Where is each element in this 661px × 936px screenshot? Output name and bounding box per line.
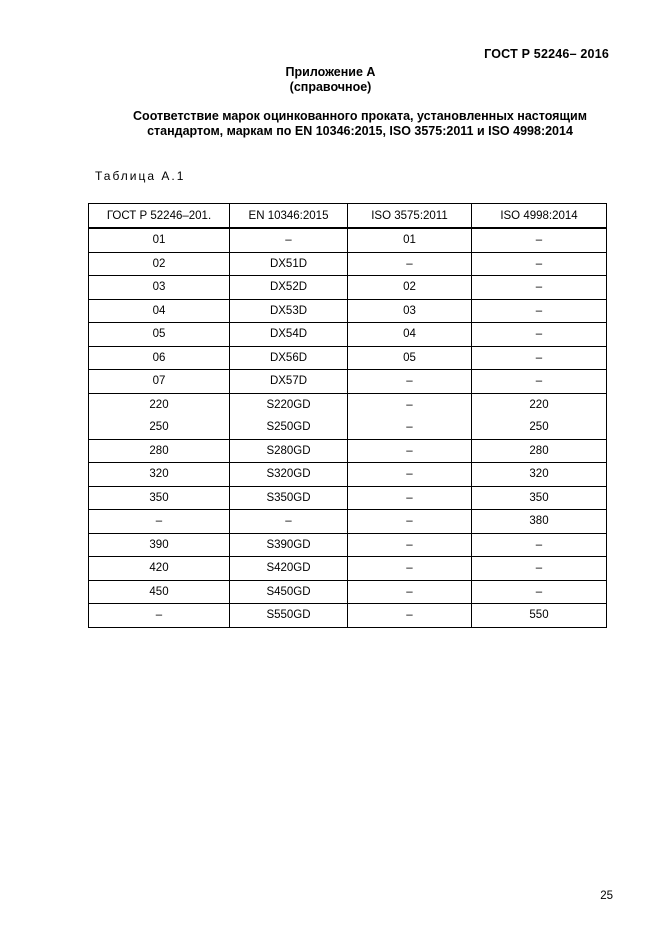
cell-gost: 06 [89,346,230,370]
table-row [89,510,607,534]
cell-iso4998: 350 [472,486,607,510]
cell-iso3575: – [348,252,472,276]
cell-en: DX57D [230,370,348,394]
column-header-iso4998: ISO 4998:2014 [472,204,607,229]
table-row [89,463,607,487]
table-row [89,439,607,463]
cell-en: S420GD [230,557,348,581]
cell-iso4998: – [472,323,607,347]
column-header-gost: ГОСТ Р 52246–201. [89,204,230,229]
table-caption: Таблица А.1 [95,169,186,183]
cell-gost: 250 [89,416,230,439]
cell-iso3575: – [348,557,472,581]
cell-gost: 02 [89,252,230,276]
cell-iso3575: 03 [348,299,472,323]
cell-gost: 03 [89,276,230,300]
page-number: 25 [600,890,613,902]
cell-iso4998: – [472,533,607,557]
appendix-title: Приложение А [285,65,376,79]
cell-gost: 350 [89,486,230,510]
table-row [89,393,607,416]
cell-en: S350GD [230,486,348,510]
cell-iso3575: – [348,370,472,394]
cell-en: DX52D [230,276,348,300]
cell-en: S220GD [230,393,348,416]
cell-iso3575: 01 [348,228,472,252]
cell-iso3575: – [348,463,472,487]
column-header-en: EN 10346:2015 [230,204,348,229]
table-row [89,416,607,439]
cell-iso3575: – [348,533,472,557]
cell-en: DX56D [230,346,348,370]
table-row [89,252,607,276]
cell-gost: – [89,604,230,628]
standard-number: ГОСТ Р 52246– 2016 [484,47,609,61]
grades-correspondence-table [88,203,607,628]
cell-gost: 05 [89,323,230,347]
table-row [89,533,607,557]
cell-gost: 01 [89,228,230,252]
cell-gost: 280 [89,439,230,463]
cell-en: S280GD [230,439,348,463]
cell-en: – [230,510,348,534]
cell-iso4998: – [472,228,607,252]
appendix-kind: (справочное) [289,80,372,94]
table-row [89,276,607,300]
cell-iso3575: – [348,604,472,628]
table-row [89,486,607,510]
cell-gost: 220 [89,393,230,416]
cell-en: S320GD [230,463,348,487]
cell-en: S450GD [230,580,348,604]
cell-gost: 04 [89,299,230,323]
cell-iso4998: – [472,252,607,276]
table-row [89,323,607,347]
cell-en: DX54D [230,323,348,347]
cell-iso3575: – [348,510,472,534]
cell-iso4998: – [472,580,607,604]
cell-iso4998: – [472,557,607,581]
cell-en: S390GD [230,533,348,557]
cell-gost: 450 [89,580,230,604]
cell-iso4998: 320 [472,463,607,487]
cell-en: S550GD [230,604,348,628]
column-header-iso3575: ISO 3575:2011 [348,204,472,229]
table-row [89,228,607,252]
table-row [89,604,607,628]
table-row [89,580,607,604]
cell-iso3575: – [348,416,472,439]
cell-gost: 420 [89,557,230,581]
cell-iso3575: 04 [348,323,472,347]
cell-iso3575: – [348,439,472,463]
section-heading-line-2: стандартом, маркам по EN 10346:2015, ISO 3575:2011 и ISO 4998:2014 [147,124,573,138]
cell-en: DX51D [230,252,348,276]
cell-iso4998: 220 [472,393,607,416]
cell-iso3575: – [348,580,472,604]
section-heading-line-1: Соответствие марок оцинкованного проката, установленных настоящим [133,109,587,123]
cell-iso3575: 05 [348,346,472,370]
cell-gost: 320 [89,463,230,487]
cell-en: – [230,228,348,252]
cell-iso4998: 380 [472,510,607,534]
cell-en: DX53D [230,299,348,323]
table-row [89,370,607,394]
cell-iso4998: 250 [472,416,607,439]
cell-iso4998: – [472,276,607,300]
cell-iso4998: 280 [472,439,607,463]
table-row [89,299,607,323]
table-row [89,346,607,370]
cell-iso3575: – [348,393,472,416]
cell-en: S250GD [230,416,348,439]
section-heading [60,109,660,139]
cell-iso4998: – [472,299,607,323]
cell-gost: – [89,510,230,534]
cell-iso4998: – [472,370,607,394]
cell-iso3575: 02 [348,276,472,300]
cell-iso4998: – [472,346,607,370]
cell-gost: 390 [89,533,230,557]
table-row [89,557,607,581]
cell-iso3575: – [348,486,472,510]
cell-gost: 07 [89,370,230,394]
table-header-row [89,204,607,229]
cell-iso4998: 550 [472,604,607,628]
